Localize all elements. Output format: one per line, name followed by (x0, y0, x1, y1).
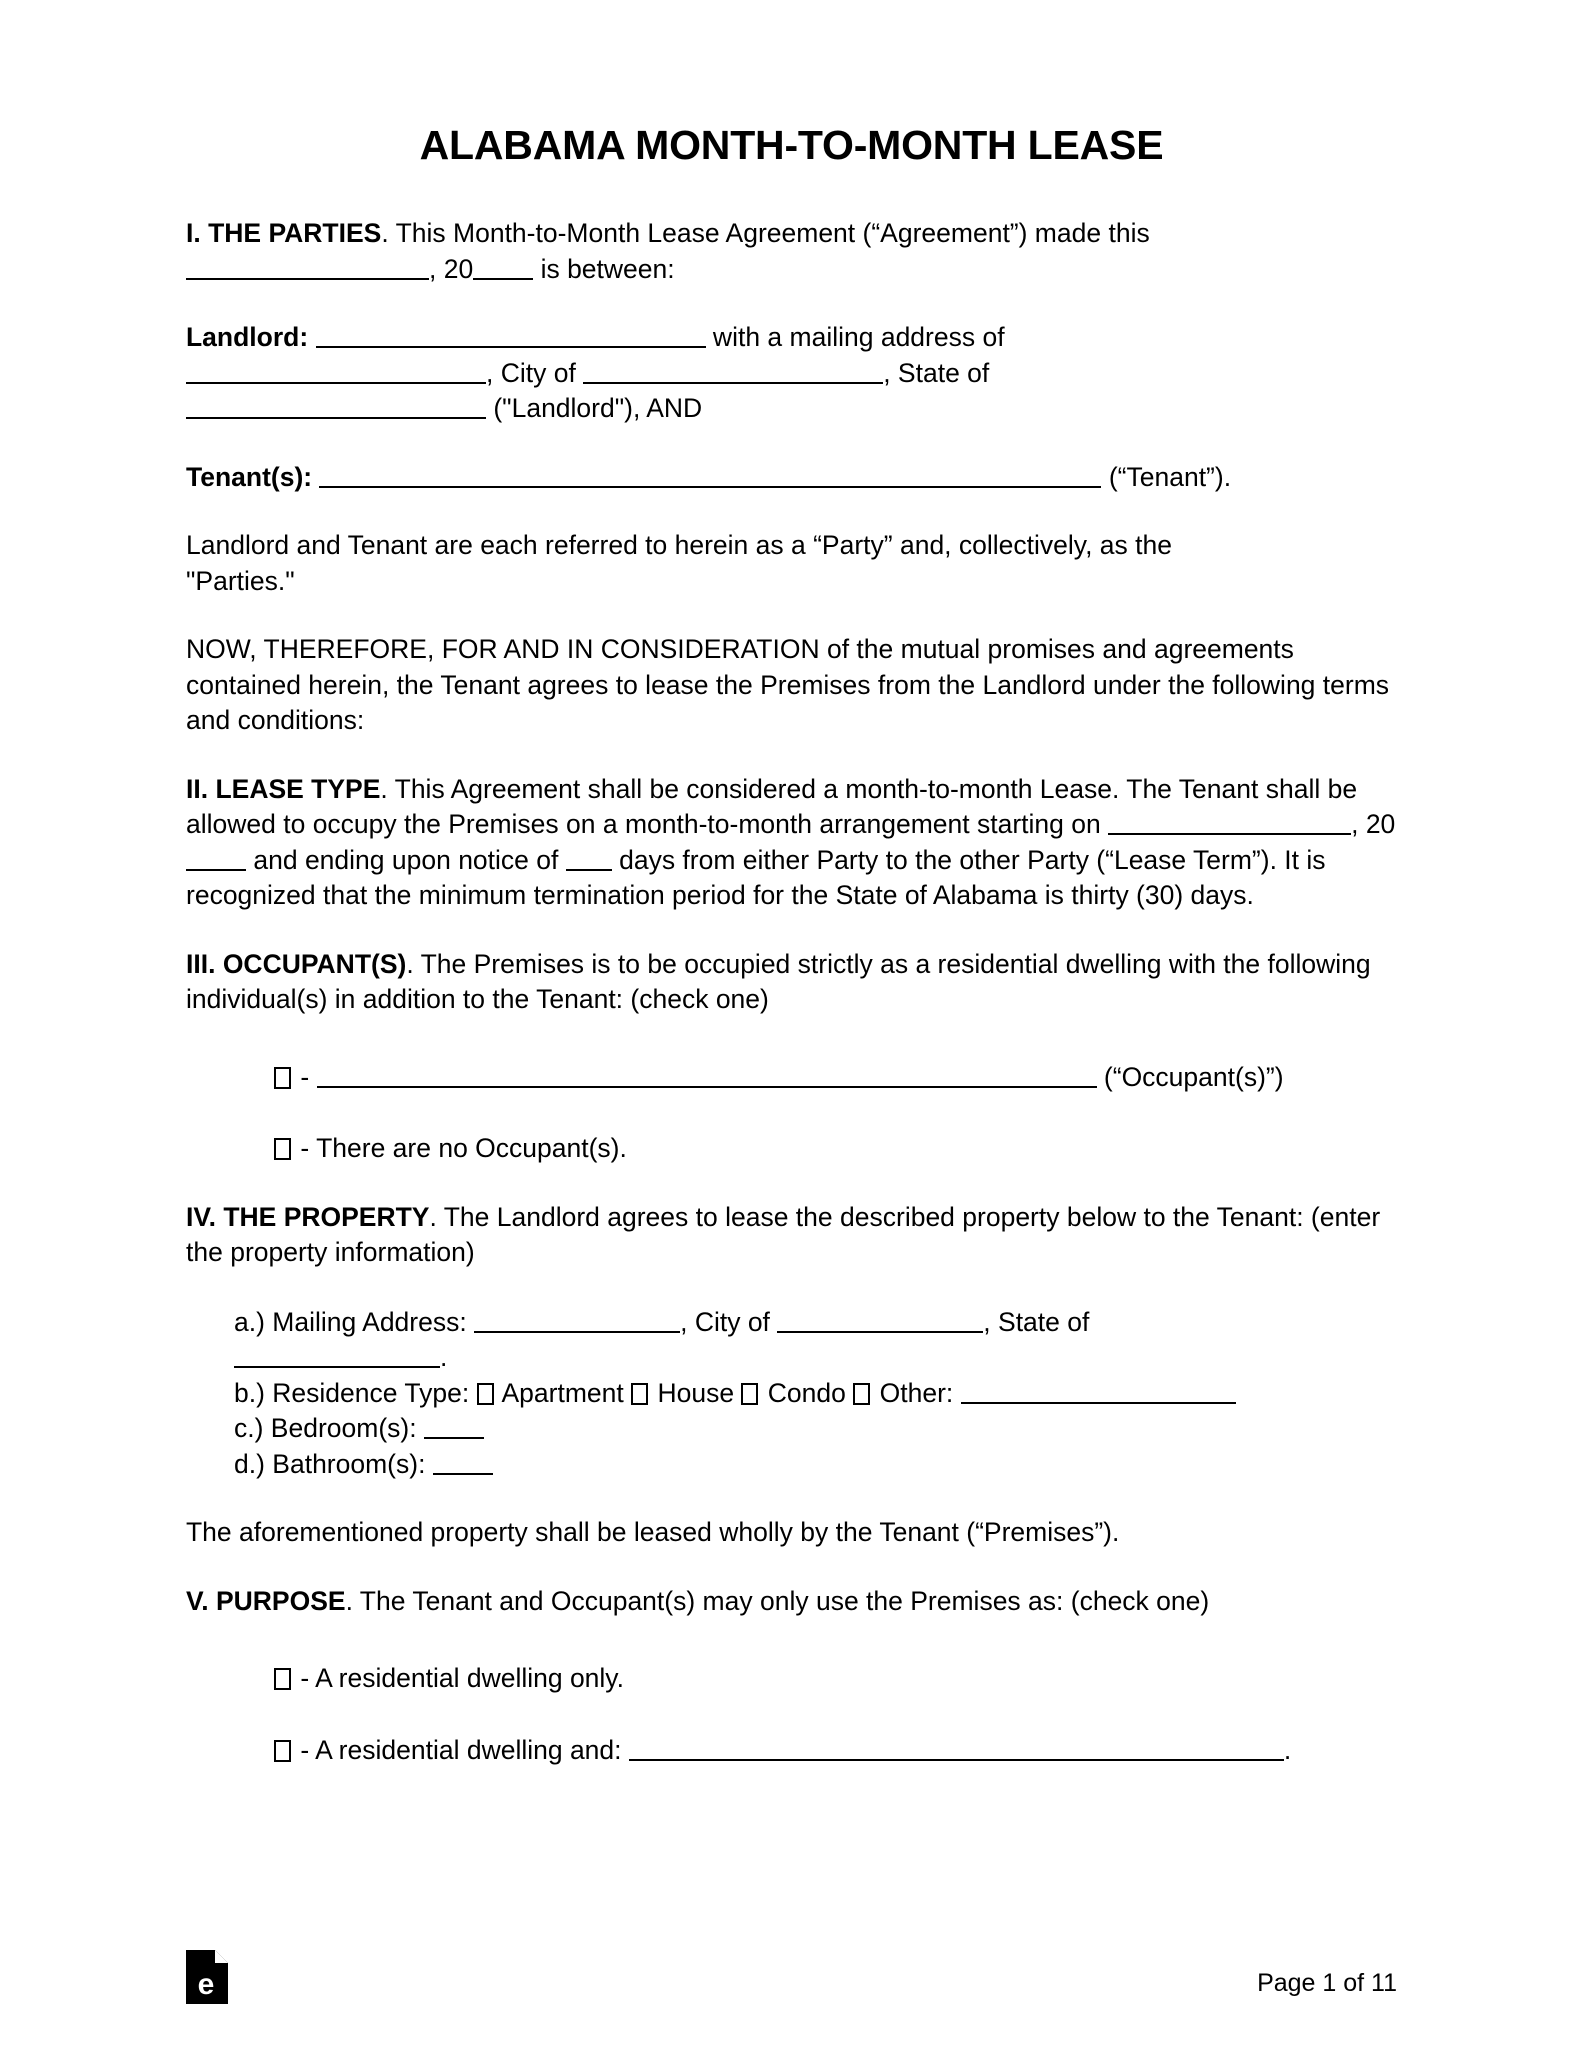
checkbox-icon[interactable] (274, 1740, 291, 1762)
between-text: is between: (533, 253, 675, 284)
page-footer (0, 1928, 1583, 2048)
occupant-option-2-label: - There are no Occupant(s). (300, 1133, 627, 1164)
tenant-name-blank[interactable] (319, 461, 1101, 488)
landlord-close-text: ("Landlord"), AND (486, 393, 703, 424)
lease-type-text-4: days from either Party to the other Party (“Lease Term”). It is recognized that the minimum termination period for the State of Alabama is thirty (30) days. (186, 844, 1326, 911)
bathrooms-blank[interactable] (433, 1448, 493, 1475)
eforms-logo-icon (186, 1950, 228, 2004)
residence-type-other: Other: (872, 1377, 961, 1408)
residence-type-condo: Condo (760, 1377, 854, 1408)
property-item-b-label: b.) Residence Type: (234, 1377, 477, 1408)
party-definition (186, 528, 1397, 599)
landlord-city-label: , City of (486, 357, 584, 388)
landlord-city-blank[interactable] (583, 357, 883, 384)
section-parties-heading: I. THE PARTIES (186, 218, 382, 249)
checkbox-icon[interactable] (274, 1138, 291, 1160)
purpose-option-2-prefix: - A residential dwelling and: (300, 1734, 629, 1765)
landlord-state-label: , State of (883, 357, 990, 388)
document-body (186, 0, 1397, 1768)
purpose-option-2-suffix: . (1283, 1734, 1292, 1765)
section-occupants (186, 947, 1397, 1018)
tenant-label: Tenant(s): (186, 461, 313, 492)
purpose-option-2[interactable] (186, 1733, 1397, 1769)
occupant-option-1-suffix: (“Occupant(s)”) (1096, 1061, 1284, 1092)
bedrooms-blank[interactable] (424, 1412, 484, 1439)
party-definition-line2: "Parties." (186, 565, 295, 596)
purpose-option-1[interactable] (186, 1661, 1397, 1697)
lease-start-date-blank[interactable] (1108, 808, 1351, 835)
date-blank[interactable] (186, 253, 429, 280)
landlord-address-blank[interactable] (186, 357, 486, 384)
notice-days-blank[interactable] (566, 844, 612, 871)
residence-type-other-blank[interactable] (961, 1377, 1236, 1404)
occupant-names-blank[interactable] (317, 1061, 1097, 1088)
section-lease-type (186, 772, 1397, 914)
checkbox-icon[interactable] (741, 1383, 758, 1405)
landlord-state-blank[interactable] (186, 392, 486, 419)
checkbox-icon[interactable] (477, 1383, 494, 1405)
property-item-a (186, 1305, 1397, 1376)
landlord-block (186, 320, 1397, 427)
section-parties-intro (186, 216, 1397, 287)
property-text: . The Landlord agrees to lease the described property below to the Tenant: (enter the property information) (186, 1201, 1381, 1268)
property-item-a-state: , State of (983, 1306, 1090, 1337)
section-parties-intro-text: . This Month-to-Month Lease Agreement (“Agreement”) made this (381, 218, 1150, 249)
property-item-a-city: , City of (680, 1306, 778, 1337)
checkbox-icon[interactable] (631, 1383, 648, 1405)
page-title: ALABAMA MONTH-TO-MONTH LEASE (419, 122, 1164, 168)
residence-type-house: House (650, 1377, 742, 1408)
property-item-c (186, 1411, 1397, 1447)
page-number: Page 1 of 11 (1257, 1969, 1397, 1997)
property-closing: The aforementioned property shall be leased wholly by the Tenant (“Premises”). (186, 1517, 1120, 1548)
section-lease-type-heading: II. LEASE TYPE (186, 773, 381, 804)
property-item-c-label: c.) Bedroom(s): (234, 1413, 424, 1444)
lease-start-year-blank[interactable] (186, 844, 246, 871)
party-definition-line1: Landlord and Tenant are each referred to herein as a “Party” and, collectively, as the (186, 530, 1172, 561)
property-item-b (186, 1376, 1397, 1412)
property-item-d (186, 1447, 1397, 1483)
tenant-block (186, 460, 1397, 496)
lease-type-text-3: and ending upon notice of (246, 844, 566, 875)
landlord-name-blank[interactable] (316, 321, 706, 348)
lease-type-text-2: , 20 (1351, 809, 1396, 840)
property-item-d-label: d.) Bathroom(s): (234, 1448, 433, 1479)
lease-type-text-1: . This Agreement shall be considered a month-to-month Lease. The Tenant shall be allowed to occupy the Premises on a month-to-month arrangement starting on (186, 773, 1358, 840)
checkbox-icon[interactable] (853, 1383, 870, 1405)
tenant-close-text: (“Tenant”). (1101, 461, 1232, 492)
occupants-text: . The Premises is to be occupied strictly as a residential dwelling with the following individual(s) in addition to the Tenant: (check one) (186, 948, 1371, 1015)
landlord-mailing-text: with a mailing address of (705, 322, 1005, 353)
section-purpose-heading: V. PURPOSE (186, 1585, 346, 1616)
svg-text:e: e (197, 1968, 215, 2001)
occupant-option-1-prefix: - (300, 1061, 317, 1092)
section-property-heading: IV. THE PROPERTY (186, 1201, 430, 1232)
property-city-blank[interactable] (777, 1306, 983, 1333)
purpose-option-1-label: - A residential dwelling only. (300, 1663, 624, 1694)
checkbox-icon[interactable] (274, 1668, 291, 1690)
property-state-blank[interactable] (234, 1341, 440, 1368)
section-occupants-heading: III. OCCUPANT(S) (186, 948, 407, 979)
section-purpose (186, 1584, 1397, 1620)
occupant-option-1[interactable] (186, 1060, 1397, 1096)
property-address-blank[interactable] (474, 1306, 680, 1333)
section-property (186, 1200, 1397, 1271)
purpose-other-blank[interactable] (629, 1734, 1284, 1761)
year-blank[interactable] (473, 253, 533, 280)
consideration-paragraph: NOW, THEREFORE, FOR AND IN CONSIDERATION of the mutual promises and agreements contained herein, the Tenant agrees to lease the Premises from the Landlord under the following terms and conditions: (186, 634, 1390, 736)
checkbox-icon[interactable] (274, 1067, 291, 1089)
occupant-option-2[interactable] (186, 1131, 1397, 1167)
year-prefix: , 20 (429, 253, 474, 284)
property-item-a-period: . (440, 1342, 448, 1373)
property-item-a-label: a.) Mailing Address: (234, 1306, 475, 1337)
landlord-label: Landlord: (186, 322, 309, 353)
purpose-text: . The Tenant and Occupant(s) may only use the Premises as: (check one) (345, 1585, 1210, 1616)
residence-type-apartment: Apartment (495, 1377, 632, 1408)
